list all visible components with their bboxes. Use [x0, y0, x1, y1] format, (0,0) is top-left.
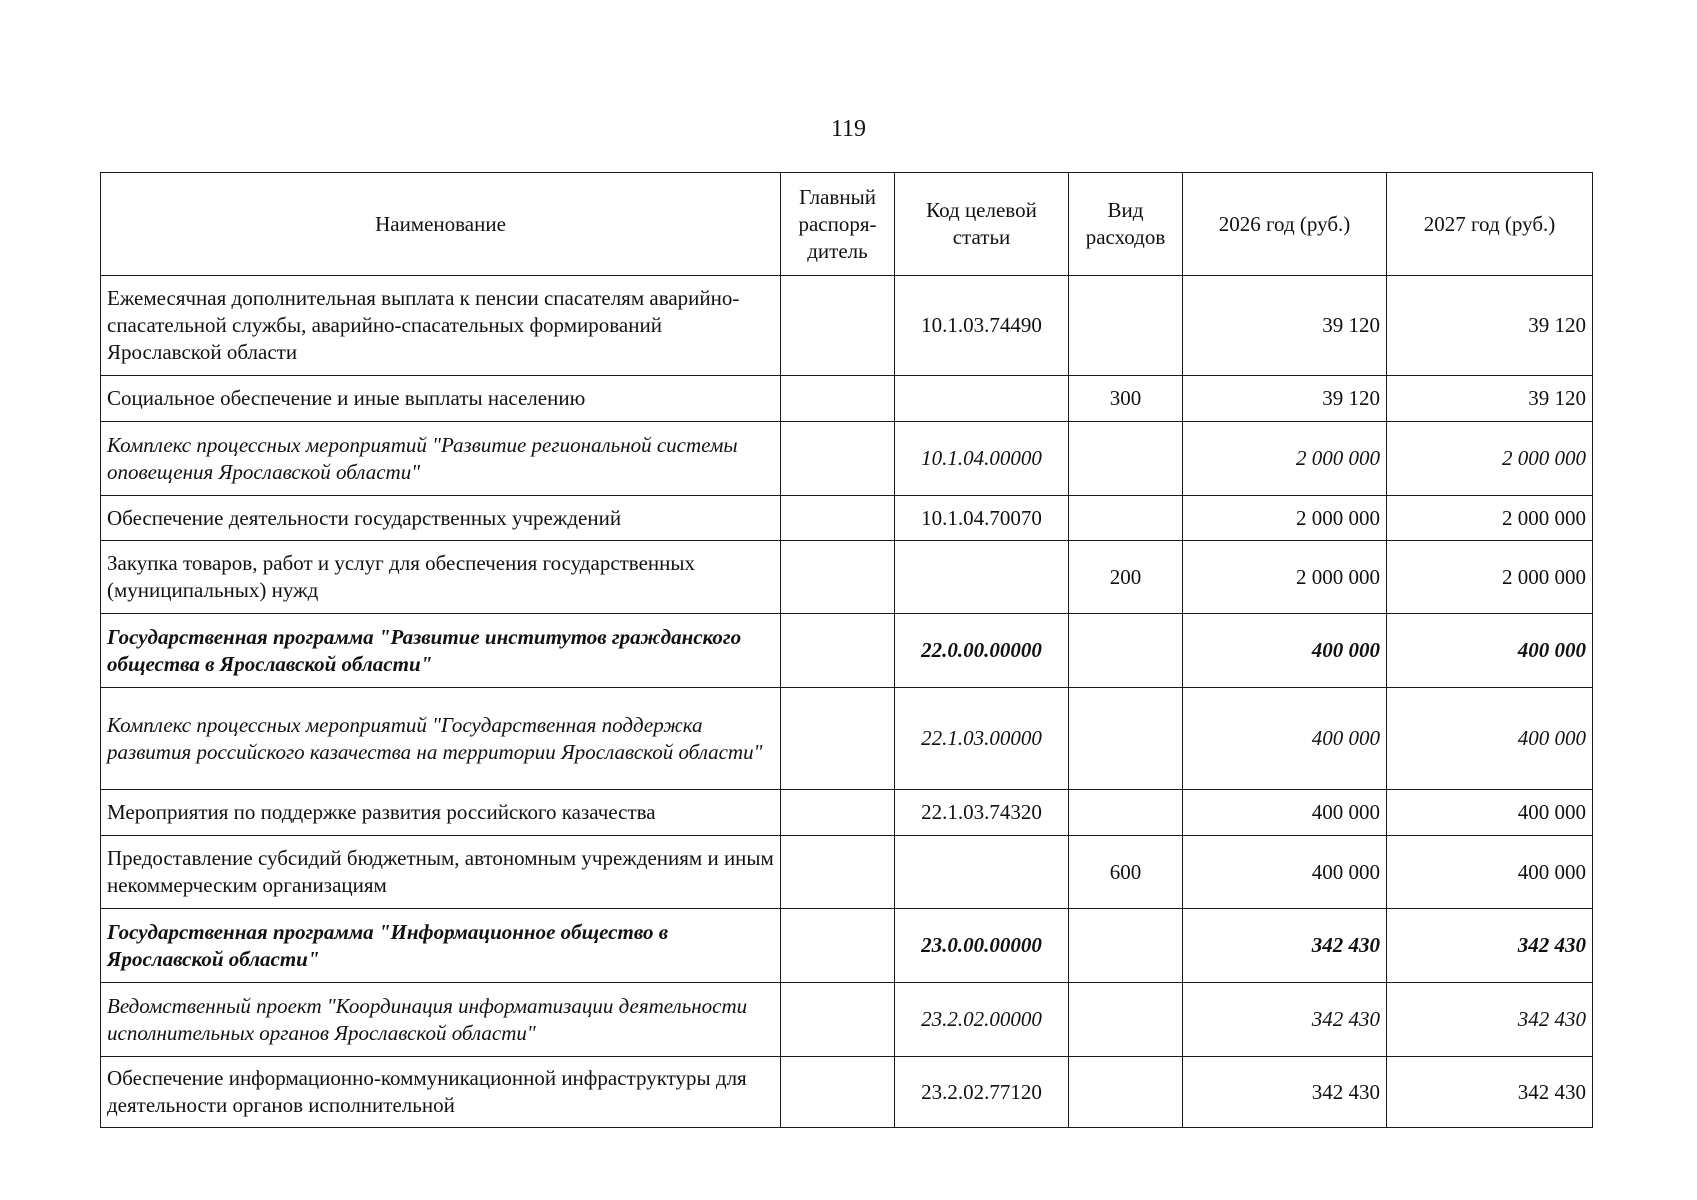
row-admin — [781, 836, 895, 909]
row-2026: 2 000 000 — [1183, 496, 1387, 541]
table-row — [101, 496, 1593, 541]
row-name: Мероприятия по поддержке развития российского казачества — [101, 790, 781, 836]
row-code: 22.1.03.74320 — [895, 790, 1069, 836]
row-admin — [781, 983, 895, 1057]
row-2027: 39 120 — [1387, 276, 1593, 376]
row-admin — [781, 496, 895, 541]
row-code: 22.1.03.00000 — [895, 688, 1069, 790]
row-type — [1069, 496, 1183, 541]
header-admin: Главный распоря- дитель — [781, 173, 895, 276]
row-name: Ведомственный проект "Координация информатизации деятельности исполнительных органов Ярославской области" — [101, 983, 781, 1057]
budget-table — [100, 172, 1593, 1128]
row-name: Государственная программа "Информационное общество в Ярославской области" — [101, 909, 781, 983]
row-name: Государственная программа "Развитие институтов гражданского общества в Ярославской области" — [101, 614, 781, 688]
row-type: 200 — [1069, 541, 1183, 614]
header-2027: 2027 год (руб.) — [1387, 173, 1593, 276]
row-2027: 39 120 — [1387, 376, 1593, 422]
row-code — [895, 541, 1069, 614]
page-number: 119 — [830, 116, 867, 142]
table-row — [101, 422, 1593, 496]
row-admin — [781, 614, 895, 688]
row-admin — [781, 376, 895, 422]
row-admin — [781, 1057, 895, 1128]
row-2026: 2 000 000 — [1183, 541, 1387, 614]
table-row — [101, 983, 1593, 1057]
row-code: 10.1.04.00000 — [895, 422, 1069, 496]
row-code: 23.0.00.00000 — [895, 909, 1069, 983]
row-code: 23.2.02.00000 — [895, 983, 1069, 1057]
row-type — [1069, 1057, 1183, 1128]
row-2027: 400 000 — [1387, 790, 1593, 836]
row-2026: 400 000 — [1183, 614, 1387, 688]
table-header-row — [101, 173, 1593, 276]
row-name: Обеспечение деятельности государственных учреждений — [101, 496, 781, 541]
table-row — [101, 376, 1593, 422]
row-2027: 342 430 — [1387, 909, 1593, 983]
row-admin — [781, 541, 895, 614]
row-name: Предоставление субсидий бюджетным, автономным учреждениям и иным некоммерческим организациям — [101, 836, 781, 909]
table-row — [101, 276, 1593, 376]
row-2026: 39 120 — [1183, 376, 1387, 422]
row-2027: 342 430 — [1387, 983, 1593, 1057]
row-admin — [781, 688, 895, 790]
row-type — [1069, 983, 1183, 1057]
row-type — [1069, 614, 1183, 688]
row-type: 300 — [1069, 376, 1183, 422]
row-2026: 400 000 — [1183, 836, 1387, 909]
row-name: Обеспечение информационно-коммуникационной инфраструктуры для деятельности органов исполнительной — [101, 1057, 781, 1128]
header-2026: 2026 год (руб.) — [1183, 173, 1387, 276]
row-2026: 342 430 — [1183, 909, 1387, 983]
row-2026: 2 000 000 — [1183, 422, 1387, 496]
row-name: Комплекс процессных мероприятий "Государственная поддержка развития российского казачества на территории Ярославской области" — [101, 688, 781, 790]
row-2026: 39 120 — [1183, 276, 1387, 376]
header-code: Код целевой статьи — [895, 173, 1069, 276]
row-2027: 400 000 — [1387, 836, 1593, 909]
row-code: 10.1.04.70070 — [895, 496, 1069, 541]
row-name: Социальное обеспечение и иные выплаты населению — [101, 376, 781, 422]
row-admin — [781, 422, 895, 496]
row-2026: 342 430 — [1183, 1057, 1387, 1128]
row-2027: 2 000 000 — [1387, 422, 1593, 496]
row-admin — [781, 909, 895, 983]
row-type — [1069, 688, 1183, 790]
row-2027: 400 000 — [1387, 614, 1593, 688]
row-name: Комплекс процессных мероприятий "Развитие региональной системы оповещения Ярославской области" — [101, 422, 781, 496]
row-2027: 2 000 000 — [1387, 496, 1593, 541]
row-code: 10.1.03.74490 — [895, 276, 1069, 376]
table-row — [101, 909, 1593, 983]
header-type: Вид расходов — [1069, 173, 1183, 276]
table-row — [101, 688, 1593, 790]
row-code: 23.2.02.77120 — [895, 1057, 1069, 1128]
table-body — [101, 276, 1593, 1128]
row-type — [1069, 276, 1183, 376]
table-row — [101, 790, 1593, 836]
row-admin — [781, 276, 895, 376]
table-row — [101, 614, 1593, 688]
row-name: Ежемесячная дополнительная выплата к пенсии спасателям аварийно-спасательной службы, аварийно-спасательных формирований Ярославской области — [101, 276, 781, 376]
table-row — [101, 836, 1593, 909]
row-2026: 400 000 — [1183, 790, 1387, 836]
row-type — [1069, 422, 1183, 496]
row-type — [1069, 790, 1183, 836]
row-2027: 342 430 — [1387, 1057, 1593, 1128]
row-name: Закупка товаров, работ и услуг для обеспечения государственных (муниципальных) нужд — [101, 541, 781, 614]
row-2027: 2 000 000 — [1387, 541, 1593, 614]
row-type: 600 — [1069, 836, 1183, 909]
row-2026: 400 000 — [1183, 688, 1387, 790]
row-code — [895, 376, 1069, 422]
row-type — [1069, 909, 1183, 983]
table-row — [101, 1057, 1593, 1128]
row-admin — [781, 790, 895, 836]
header-name: Наименование — [101, 173, 781, 276]
row-code — [895, 836, 1069, 909]
row-2027: 400 000 — [1387, 688, 1593, 790]
row-code: 22.0.00.00000 — [895, 614, 1069, 688]
table-row — [101, 541, 1593, 614]
row-2026: 342 430 — [1183, 983, 1387, 1057]
